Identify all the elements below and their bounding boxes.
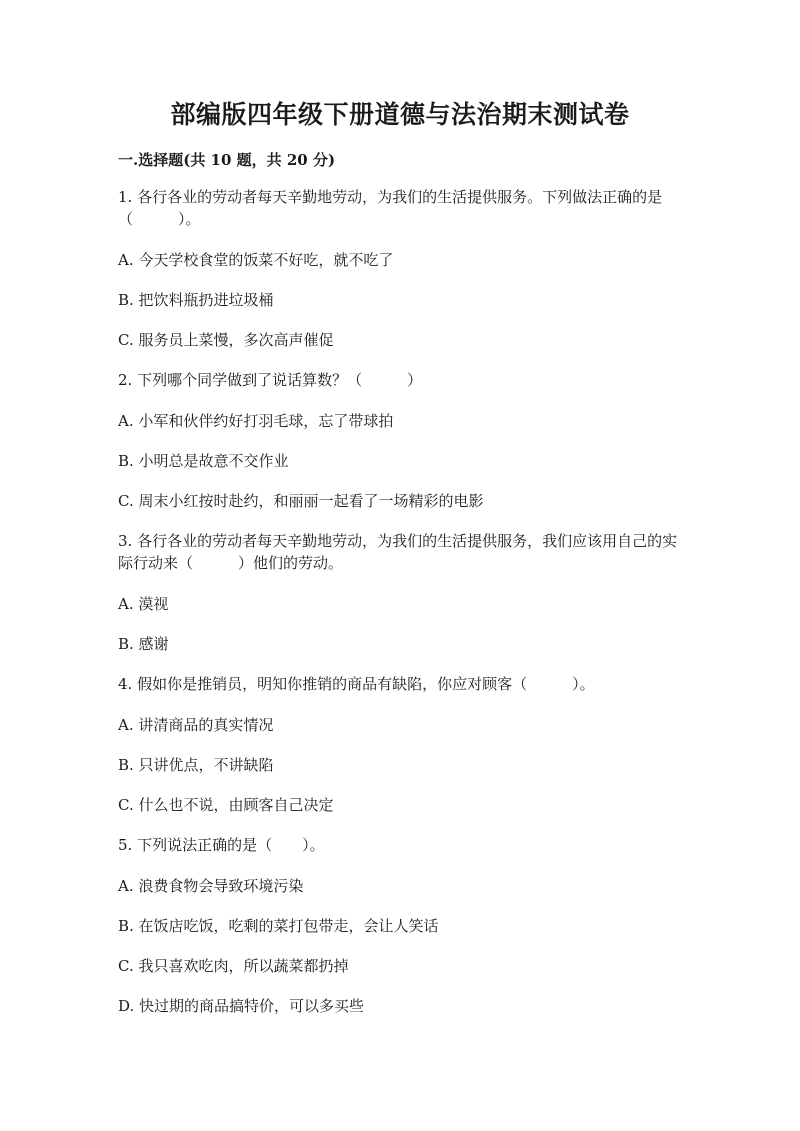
option-a: A. 小军和伙伴约好打羽毛球，忘了带球拍 (118, 412, 394, 430)
option-c: C. 周末小红按时赴约，和丽丽一起看了一场精彩的电影 (118, 492, 484, 510)
option-b: B. 感谢 (118, 635, 169, 653)
question-1 (118, 186, 688, 351)
option-c: C. 服务员上菜慢，多次高声催促 (118, 331, 334, 349)
option-a: A. 浪费食物会导致环境污染 (118, 877, 304, 895)
option-a: A. 今天学校食堂的饭菜不好吃，就不吃了 (118, 251, 394, 269)
question-stem: 1. 各行各业的劳动者每天辛勤地劳动，为我们的生活提供服务。下列做法正确的是（ ）。 (118, 188, 663, 228)
question-5 (118, 834, 688, 1017)
option-a: A. 讲清商品的真实情况 (118, 716, 274, 734)
option-b: B. 小明总是故意不交作业 (118, 452, 289, 470)
question-list (118, 186, 688, 1035)
question-stem: 2. 下列哪个同学做到了说话算数？（ ） (118, 371, 423, 389)
option-a: A. 漠视 (118, 595, 169, 613)
option-d: D. 快过期的商品搞特价，可以多买些 (118, 997, 365, 1015)
question-stem: 4. 假如你是推销员，明知你推销的商品有缺陷，你应对顾客（ ）。 (118, 675, 595, 693)
question-2 (118, 369, 688, 512)
option-c: C. 什么也不说，由顾客自己决定 (118, 796, 334, 814)
option-b: B. 在饭店吃饭，吃剩的菜打包带走，会让人笑话 (118, 917, 439, 935)
question-stem: 3. 各行各业的劳动者每天辛勤地劳动，为我们的生活提供服务，我们应该用自己的实际行动来（ ）他们的劳动。 (118, 532, 678, 572)
question-stem: 5. 下列说法正确的是（ ）。 (118, 836, 325, 854)
option-c: C. 我只喜欢吃肉，所以蔬菜都扔掉 (118, 957, 349, 975)
option-b: B. 把饮料瓶扔进垃圾桶 (118, 291, 274, 309)
option-b: B. 只讲优点，不讲缺陷 (118, 756, 274, 774)
section-heading: 一.选择题(共 10 题，共 20 分) (118, 151, 336, 169)
question-3 (118, 530, 688, 655)
page-title: 部编版四年级下册道德与法治期末测试卷 (170, 100, 630, 129)
question-4 (118, 673, 688, 816)
